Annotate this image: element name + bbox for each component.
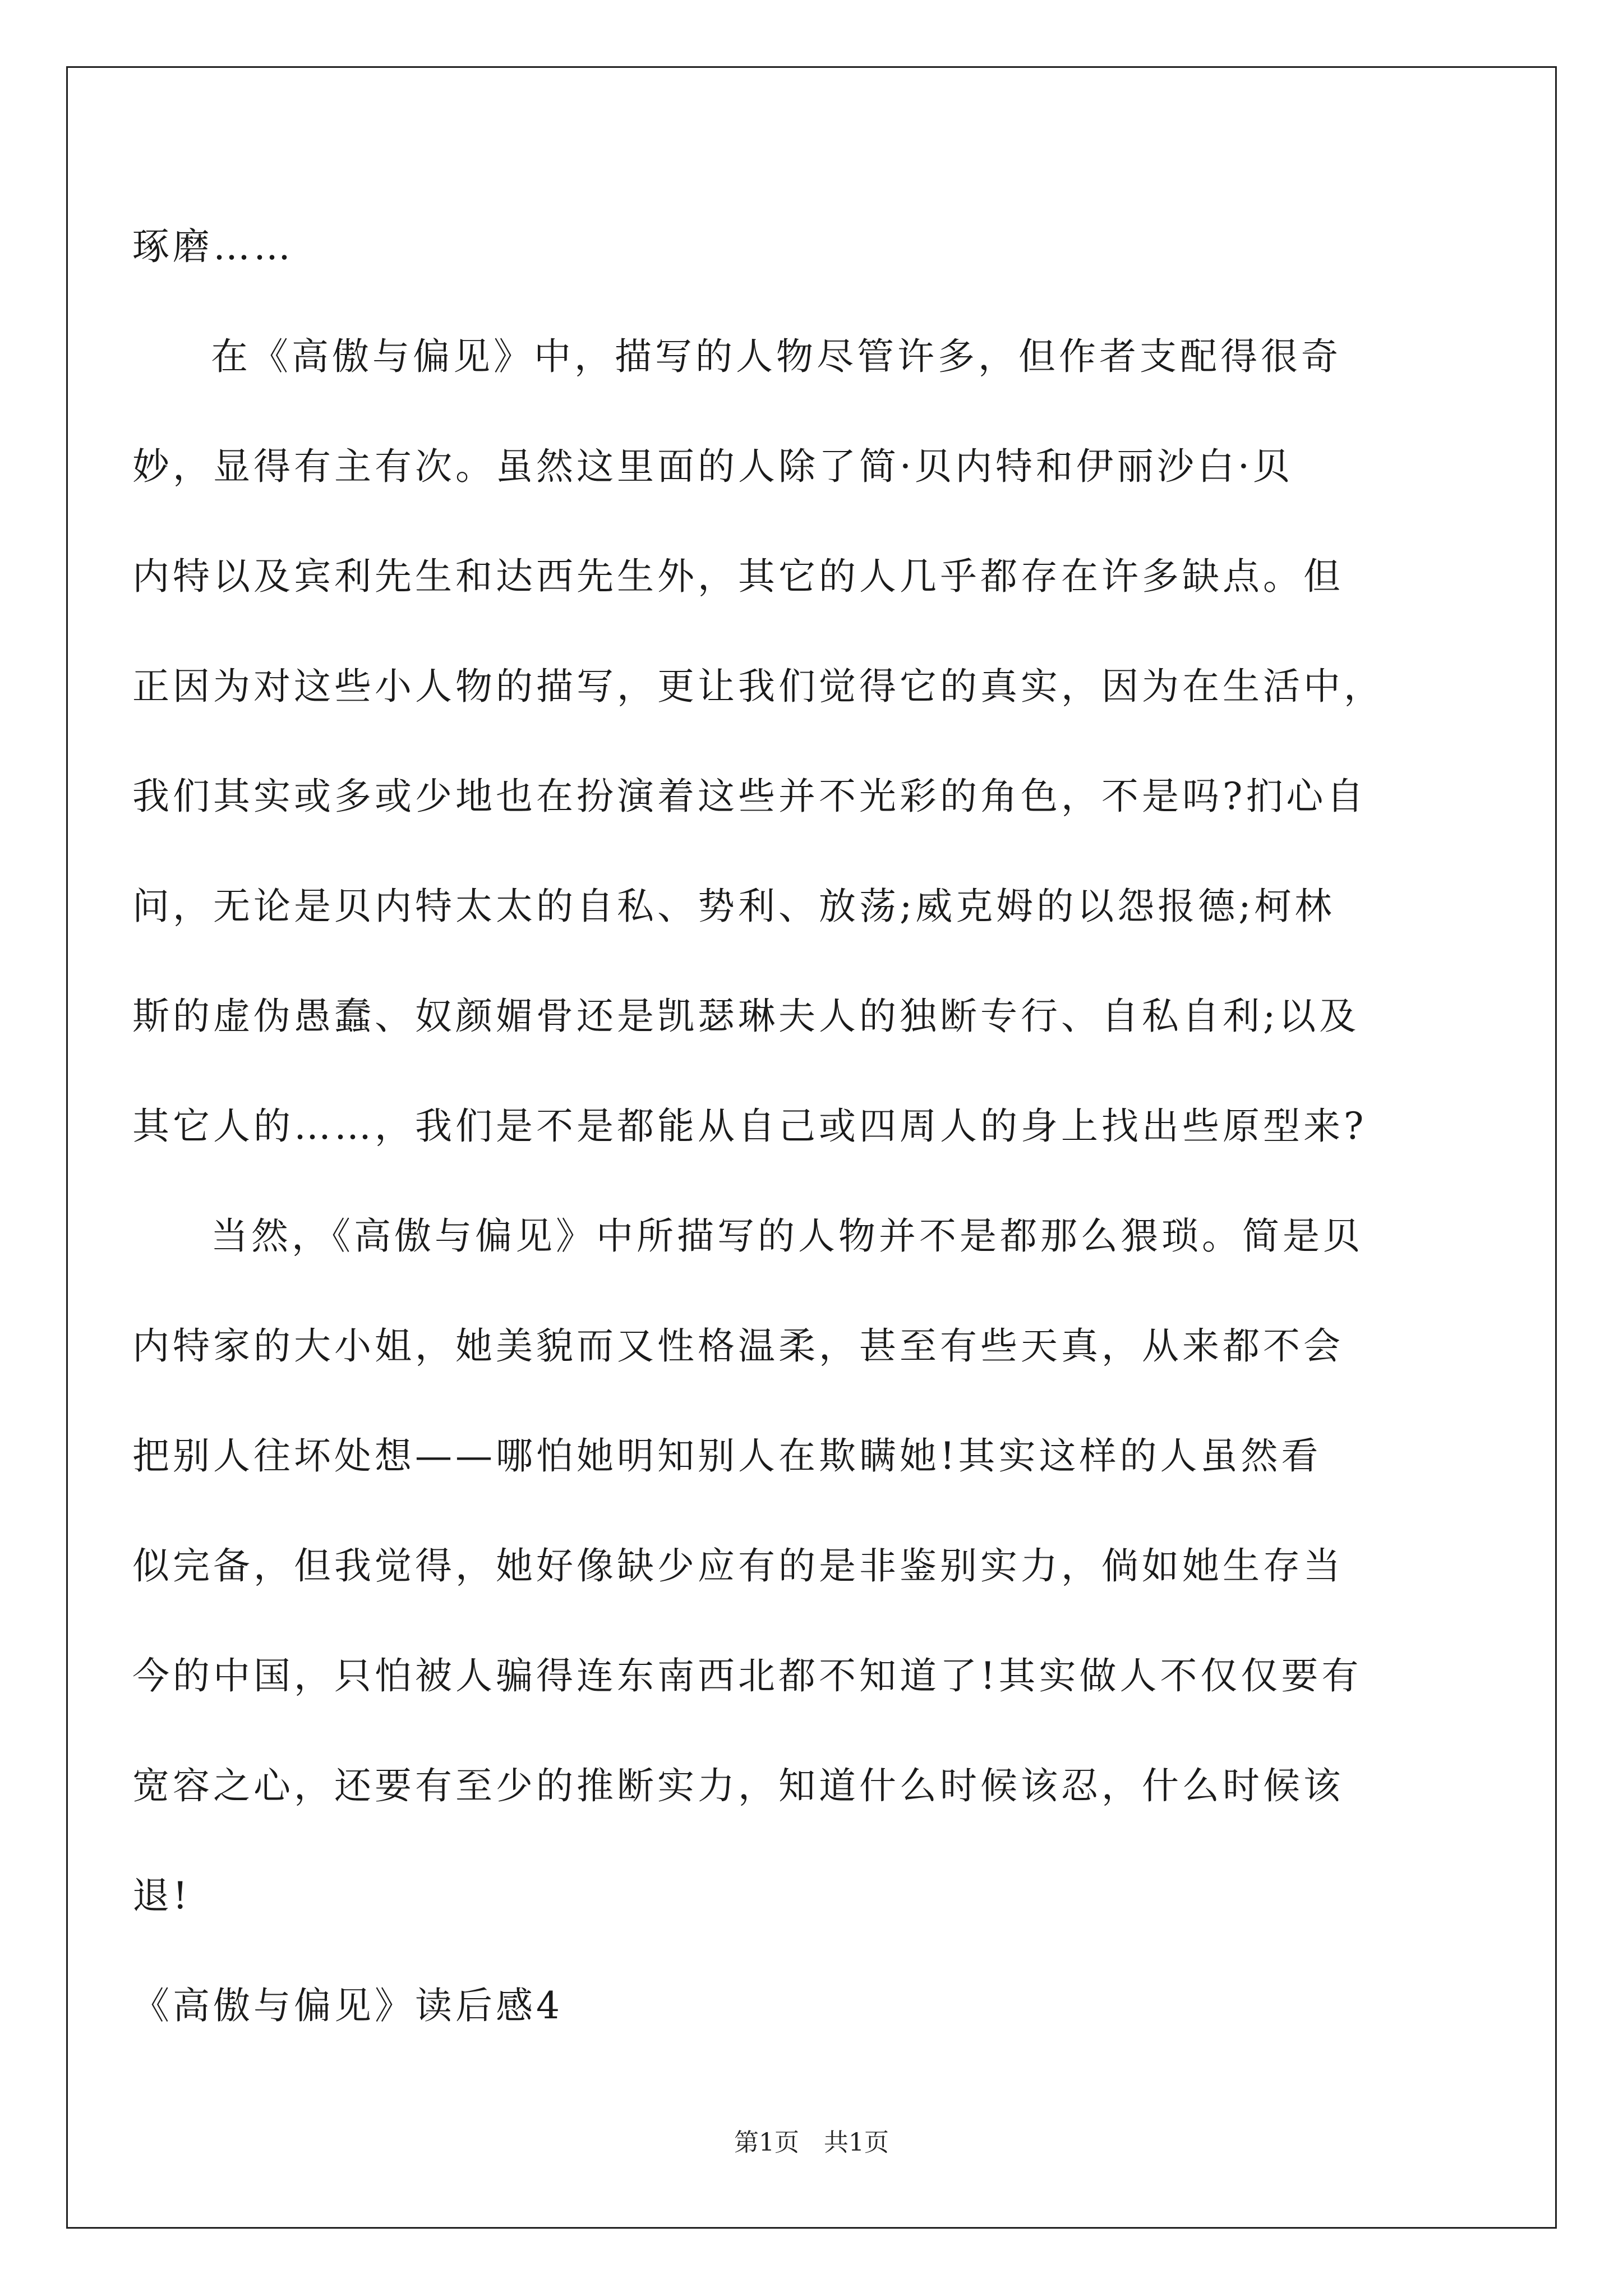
text-line: 在《高傲与偏见》中，描写的人物尽管许多，但作者支配得很奇 [211,335,1341,378]
text-line: 当然，《高傲与偏见》中所描写的人物并不是都那么猥琐。简是贝 [211,1214,1363,1258]
text-line: 我们其实或多或少地也在扮演着这些并不光彩的角色，不是吗?扪心自 [132,775,1367,818]
text-line: 正因为对这些小人物的描写，更让我们觉得它的真实，因为在生活中， [132,665,1384,708]
section-heading: 《高傲与偏见》读后感4 [132,1984,563,2027]
text-line: 退! [132,1874,191,1917]
page-footer: 第1页 共1页 [734,2128,889,2157]
text-line: 琢磨…… [132,225,294,268]
text-line: 宽容之心，还要有至少的推断实力，知道什么时候该忍，什么时候该 [132,1764,1344,1807]
text-line: 其它人的……，我们是不是都能从自己或四周人的身上找出些原型来? [132,1105,1367,1148]
text-line: 内特家的大小姐，她美貌而又性格温柔，甚至有些天真，从来都不会 [132,1324,1344,1368]
text-line: 斯的虚伪愚蠢、奴颜媚骨还是凯瑟琳夫人的独断专行、自私自利;以及 [132,995,1360,1038]
text-line: 妙，显得有主有次。虽然这里面的人除了简·贝内特和伊丽沙白·贝 [132,445,1293,488]
text-line: 似完备，但我觉得，她好像缺少应有的是非鉴别实力，倘如她生存当 [132,1544,1344,1588]
text-line: 问，无论是贝内特太太的自私、势利、放荡;威克姆的以怨报德;柯林 [132,885,1335,928]
text-line: 把别人往坏处想——哪怕她明知别人在欺瞒她!其实这样的人虽然看 [132,1434,1322,1478]
text-line: 内特以及宾利先生和达西先生外，其它的人几乎都存在许多缺点。但 [132,555,1344,598]
text-line: 今的中国，只怕被人骗得连东南西北都不知道了!其实做人不仅仅要有 [132,1654,1362,1697]
